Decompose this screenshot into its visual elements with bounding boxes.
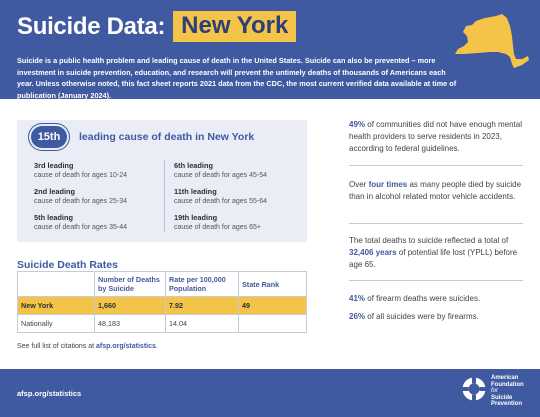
fact-alcohol-comparison <box>349 179 523 203</box>
table-cell: 1,660 <box>95 297 166 315</box>
org-line: Foundation <box>491 381 524 388</box>
rank-label: 3rd leading <box>34 161 74 170</box>
header-banner <box>0 0 540 99</box>
fact-highlight: 32,406 years <box>349 248 397 257</box>
rank-item <box>174 187 314 205</box>
rank-item <box>34 187 174 205</box>
divider <box>349 165 523 166</box>
citation-link[interactable]: afsp.org/statistics <box>95 343 156 350</box>
table-header <box>18 272 95 297</box>
divider <box>349 280 523 281</box>
table-header: State Rank <box>239 272 307 297</box>
fact-ypll <box>349 235 523 271</box>
table-cell: 7.92 <box>166 297 239 315</box>
citation-suffix: . <box>155 343 158 350</box>
suicide-death-rates-table <box>17 271 307 333</box>
fact-firearm-deaths <box>349 293 523 305</box>
fact-provider-shortage <box>349 119 523 155</box>
fact-text: as many people died by suicide than in alcohol related motor vehicle accidents. <box>349 180 522 201</box>
fact-text: of firearm deaths were suicides. <box>365 294 481 303</box>
table-row <box>18 315 307 333</box>
rank-description: cause of death for ages 65+ <box>174 224 261 231</box>
table-cell: New York <box>18 297 95 315</box>
footer-url-link[interactable]: afsp.org/statistics <box>17 389 82 398</box>
rank-description: cause of death for ages 55-64 <box>174 198 268 205</box>
fact-highlight: 41% <box>349 294 366 303</box>
new-york-state-map-icon <box>452 12 530 74</box>
org-line: for <box>491 388 499 394</box>
table-cell: 48,183 <box>95 315 166 333</box>
table-cell <box>239 315 307 333</box>
fact-highlight: 49% <box>349 120 366 129</box>
rank-label: 19th leading <box>174 213 218 222</box>
citation-prefix: See full list of citations at <box>17 343 96 350</box>
fact-text: The total deaths to suicide reflected a total of <box>349 236 509 245</box>
title-text: Suicide Data: <box>17 12 166 40</box>
rank-label: 5th leading <box>34 213 74 222</box>
rank-description: cause of death for ages 10-24 <box>34 172 128 179</box>
page-title <box>17 11 296 42</box>
table-header: Rate per 100,000 Population <box>166 272 239 297</box>
rank-description: cause of death for ages 45-54 <box>174 172 268 179</box>
org-line: Prevention <box>491 401 523 407</box>
fact-highlight: 26% <box>349 312 366 321</box>
citation-note <box>17 343 158 350</box>
table-cell: 14.04 <box>166 315 239 333</box>
rank-label: 2nd leading <box>34 187 76 196</box>
rank-label: 6th leading <box>174 161 214 170</box>
table-cell: Nationally <box>18 315 95 333</box>
state-name-badge: New York <box>173 11 296 42</box>
table-row <box>18 297 307 315</box>
rank-item <box>174 213 314 231</box>
overall-rank-badge: 15th <box>31 126 67 148</box>
rank-item <box>34 213 174 231</box>
intro-paragraph: Suicide is a public health problem and leading cause of death in the United States. Suicide can also be prevented – more investment in suicide prevention, education, and research will prevent the untimely deaths of thousands of Americans each year. Unless otherwise noted, this fact sheet reports 2021 data from the CDC, the most current verified data available at time of publication (January 2024). <box>17 56 457 100</box>
fact-firearm-suicides <box>349 311 523 323</box>
footer-org-name <box>491 375 524 408</box>
afsp-lifesaver-logo-icon <box>461 376 487 402</box>
table-header-row <box>18 272 307 297</box>
rank-description: cause of death for ages 25-34 <box>34 198 128 205</box>
fact-text: of communities did not have enough mental health providers to serve residents in 2023, according to federal guidelines. <box>349 120 522 153</box>
fact-text: Over <box>349 180 369 189</box>
fact-text: of all suicides were by firearms. <box>365 312 479 321</box>
org-line: American <box>491 375 519 381</box>
table-header: Number of Deaths by Suicide <box>95 272 166 297</box>
column-divider <box>164 160 165 232</box>
table-cell: 49 <box>239 297 307 315</box>
org-line: Suicide <box>491 394 513 401</box>
rank-description: cause of death for ages 35-44 <box>34 224 128 231</box>
overall-rank-label: leading cause of death in New York <box>79 131 255 143</box>
rank-item <box>34 161 174 179</box>
rank-label: 11th leading <box>174 187 217 196</box>
leading-cause-panel <box>17 120 307 242</box>
rates-table-title: Suicide Death Rates <box>17 259 118 271</box>
divider <box>349 223 523 224</box>
fact-text: of potential life lost (YPLL) before age 65. <box>349 248 518 269</box>
fact-highlight: four times <box>368 180 408 189</box>
rank-item <box>174 161 314 179</box>
footer-banner <box>0 369 540 417</box>
